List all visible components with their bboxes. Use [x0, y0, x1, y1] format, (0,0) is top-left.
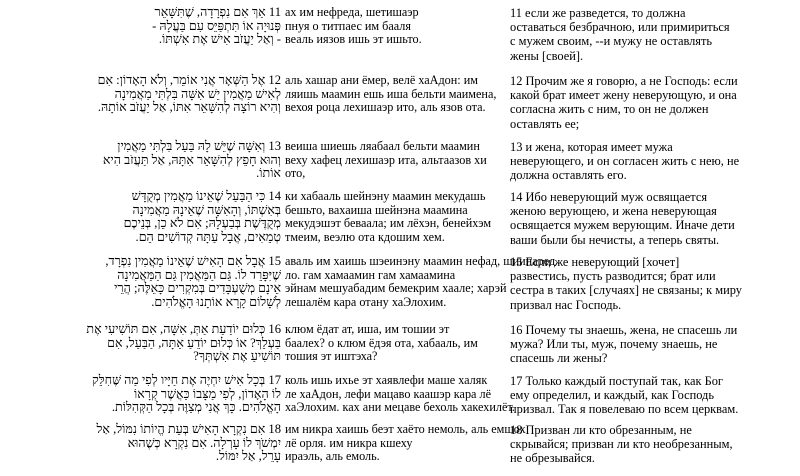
russian-line: с мужем своим, --и мужу не оставлять	[510, 34, 713, 49]
russian-text	[510, 255, 798, 312]
translit-line: мекудэшэт беваала; им лёхэн, бенейхэм	[285, 216, 492, 231]
hebrew-line: 14 כִּי הַבַּעַל שֶׁאֵינוֹ מַאֲמִין מְקֻדָּשׁ	[131, 189, 281, 203]
hebrew-text	[4, 74, 281, 115]
hebrew-text	[4, 323, 281, 364]
transliteration-text	[285, 373, 515, 415]
russian-text	[510, 190, 798, 247]
hebrew-line: לְשָׁלוֹם קָרָא אוֹתָנוּ הָאֱלֹהִים.	[151, 294, 281, 309]
translit-line: коль ишь ихье эт хаявлефи маше халяк	[285, 373, 488, 387]
russian-text	[510, 6, 798, 63]
translit-line: пнуя о титпаес им бааля	[285, 18, 411, 33]
hebrew-line: לְאִישׁ מַאֲמִין יֵשׁ אִשָּׁה בִּלְתִּי מַאֲמִינָה	[114, 86, 281, 101]
translit-line: лешалём кара отану хаЭлохим.	[285, 294, 447, 309]
russian-line: женою верующею, и жена неверующая	[510, 204, 717, 219]
translit-line: эйнам мешуабадим бемекрим хаале; харэй	[285, 281, 507, 296]
hebrew-line: וְהִיא רוֹצָה לְהִשָּׁאֵר אִתּוֹ, אַל יַעֲזֹב אוֹתָהּ.	[97, 100, 281, 115]
translit-line: лё орля. им никра кшеху	[285, 435, 413, 450]
russian-line: спасешь ли жены?	[510, 351, 608, 366]
hebrew-line: 16 כְּלוּם יוֹדַעַת אַתְּ, אִשָּׁה, אִם תּוֹשִׁיעִי אֶת	[86, 322, 281, 336]
translit-line: веаль иязов ишь эт ишьто.	[285, 32, 422, 47]
hebrew-line: 18 אִם נִקְרָא הָאִישׁ בְּעֵת הֱיוֹתוֹ נִמּוֹל, אַל	[96, 422, 281, 436]
hebrew-text	[4, 190, 281, 244]
transliteration-text	[285, 6, 503, 47]
hebrew-line: מְקֻדֶּשֶׁת בְּבַעְלָהּ; אִם לֹא כֵן, בְּנֵיכֶם	[123, 216, 281, 231]
transliteration-text	[285, 140, 503, 181]
russian-line: 14 Ибо неверующий муж освящается	[510, 190, 708, 204]
translit-line: баалех? о клюм ёдэя ота, хабааль, им	[285, 335, 478, 350]
russian-line: оставлять ее;	[510, 116, 580, 131]
translit-line: веху хафец лехишаэр ита, альтаазов хи	[285, 152, 487, 167]
russian-line: 16 Почему ты знаешь, жена, не спасешь ли	[510, 323, 738, 337]
russian-line: жены [своей].	[510, 48, 584, 63]
russian-line: развестись, пусть разводится; брат или	[510, 269, 716, 284]
hebrew-line: בַּעְלֵךְ? אוֹ כְּלוּם יוֹדֵעַ אַתָּה, הַבַּעַל, אִם	[107, 335, 281, 350]
translit-line: тошия эт иштэха?	[285, 349, 378, 364]
russian-line: 12 Прочим же я говорю, а не Господь: если	[510, 74, 738, 88]
russian-line: неверующего, и он согласен жить с нею, не	[510, 154, 740, 169]
translit-line: веиша шиешь ляабаал бельти маамин	[285, 139, 480, 153]
translit-line: ляишь маамин ешь иша бельти маимена,	[285, 86, 497, 101]
hebrew-line: 15 אֲבָל אִם הָאִישׁ שֶׁאֵינוֹ מַאֲמִין נִפְרָד,	[105, 254, 281, 268]
translit-line: вехоя роца лехишаэр ито, аль язов ота.	[285, 100, 486, 115]
russian-line: какой брат имеет жену неверующую, и она	[510, 88, 737, 103]
hebrew-line: בְּאִשְׁתּוֹ, וְהָאִשָּׁה שֶׁאֵינָהּ מַאֲמִינָה	[132, 202, 281, 217]
hebrew-line: 12 אֶל הַשְּׁאָר אֲנִי אוֹמֵר, וְלֹא הָאָדוֹן: אִם	[97, 73, 281, 87]
russian-text	[510, 374, 798, 417]
russian-line: призвал. Так я повелеваю по всем церквам.	[510, 402, 739, 417]
translit-line: клюм ёдат ат, иша, им тошии эт	[285, 322, 450, 336]
hebrew-line: וְהוּא חָפֵץ לְהִשָּׁאֵר אִתָּהּ, אַל תַּעֲזֹב הִיא	[102, 152, 281, 167]
transliteration-text	[285, 74, 503, 115]
translit-line: ираэль, аль емоль.	[285, 449, 380, 464]
russian-line: должна оставлять его.	[510, 168, 627, 183]
translit-line: аль хашар ани ёмер, велё хаАдон: им	[285, 73, 478, 87]
translit-line: тмеим, веэлю ота кдошим хем.	[285, 229, 445, 244]
russian-line: 17 Только каждый поступай так, как Бог	[510, 374, 723, 388]
russian-line: согласна жить с ним, то он не должен	[510, 102, 709, 117]
hebrew-line: - וְאַל יַעֲזֹב אִישׁ אֶת אִשְׁתּוֹ.	[158, 32, 281, 47]
hebrew-text	[4, 255, 281, 309]
russian-line: сестра в таких [случаях] не связаны; к миру	[510, 283, 742, 298]
hebrew-line: הָאֱלֹהִים. כָּךְ אֲנִי מְצַוֶּה בְּכָל הַקְּהִלּוֹת.	[111, 400, 281, 415]
transliteration-text	[285, 254, 556, 309]
hebrew-line: יִמְשֹׁךְ לוֹ עָרְלָה. אִם נִקְרָא כְּשֶׁהוּא	[127, 435, 281, 450]
hebrew-line: אוֹתוֹ.	[256, 166, 281, 181]
hebrew-line: טְמֵאִים, אֲבָל עַתָּה קְדוֹשִׁים הֵם.	[135, 229, 281, 244]
hebrew-text	[4, 423, 281, 464]
translit-line: ло. гам хамаамин гам хамаамина	[285, 267, 456, 282]
russian-text	[510, 323, 798, 366]
russian-line: призвал нас Господь.	[510, 297, 622, 312]
hebrew-text	[4, 6, 281, 47]
russian-line: 15 Если же неверующий [хочет]	[510, 255, 680, 269]
russian-line: ваши были бы нечисты, а теперь святы.	[510, 232, 720, 247]
hebrew-line: 13 וְאִשָּׁה שֶׁיֵּשׁ לָהּ בַּעַל בִּלְתִּי מַאֲמִין	[117, 139, 281, 153]
russian-line: оставаться безбрачною, или примириться	[510, 20, 730, 35]
transliteration-text	[285, 323, 503, 364]
translit-line: бешьто, вахаиша шейнэна маамина	[285, 202, 468, 217]
russian-line: 11 если же разведется, то должна	[510, 6, 686, 20]
hebrew-line: 17 בְּכָל אִישׁ יִחְיֶה אֶת חַיָּיו לְפִי מַה שֶּׁחִלֵּק	[92, 373, 281, 387]
russian-line: не обрезывайся.	[510, 451, 595, 466]
hebrew-text	[4, 140, 281, 181]
translit-line: ото,	[285, 166, 306, 181]
hebrew-line: אֵינָם מְשֻׁעְבָּדִים בְּמִקְרִים כָּאֵלֶּה; הֲרֵי	[114, 281, 281, 296]
russian-text	[510, 74, 798, 131]
hebrew-line: פְּנוּיָה אוֹ תִּתְפַּיֵּס עִם בַּעֲלָהּ -	[152, 18, 281, 33]
russian-line: 13 и жена, которая имеет мужа	[510, 140, 673, 154]
russian-line: 18 Призван ли кто обрезанным, не	[510, 423, 692, 437]
russian-line: мужа? Или ты, муж, почему знаешь, не	[510, 337, 718, 352]
hebrew-line: עָרֵל, אַל יִמּוֹל.	[215, 449, 281, 464]
russian-line: ему определил, и каждый, как Господь	[510, 388, 715, 403]
transliteration-text	[285, 422, 526, 464]
translit-line: ле хаАдон, лефи мацаво каашэр кара лё	[285, 386, 491, 401]
translit-line: ки хабааль шейнэну маамин мекудашь	[285, 189, 486, 203]
hebrew-line: תּוֹשִׁיעַ אֶת אִשְׁתְּךָ?	[193, 349, 281, 364]
hebrew-text	[4, 374, 281, 415]
transliteration-text	[285, 190, 503, 244]
hebrew-line: לוֹ הָאָדוֹן, לְפִי מַצָּבוֹ כַּאֲשֶׁר קְרָאוֹ	[134, 386, 281, 401]
russian-line: скрывайся; призван ли кто необрезанным,	[510, 437, 733, 452]
russian-line: освящается мужем верующим. Иначе дети	[510, 218, 735, 233]
translit-line: ах им нефреда, шетишаэр	[285, 5, 419, 19]
hebrew-line: שֶׁיִּפָּרֵד לוֹ. גַּם הַמַּאֲמִין גַּם הַמַּאֲמִינָה	[117, 267, 281, 282]
translit-line: аваль им хаишь шэеинэну маамин нефад, шиипаред	[285, 254, 556, 268]
russian-text	[510, 140, 798, 183]
translit-line: хаЭлохим. ках ани мецаве бехоль хакехилёт.	[285, 400, 515, 415]
translit-line: им никра хаишь беэт хаёто немоль, аль емшох	[285, 422, 526, 436]
russian-text	[510, 423, 798, 466]
hebrew-line: 11 אַךְ אִם נִפְרָדָה, שֶׁתִּשָּׁאֵר	[154, 5, 281, 19]
